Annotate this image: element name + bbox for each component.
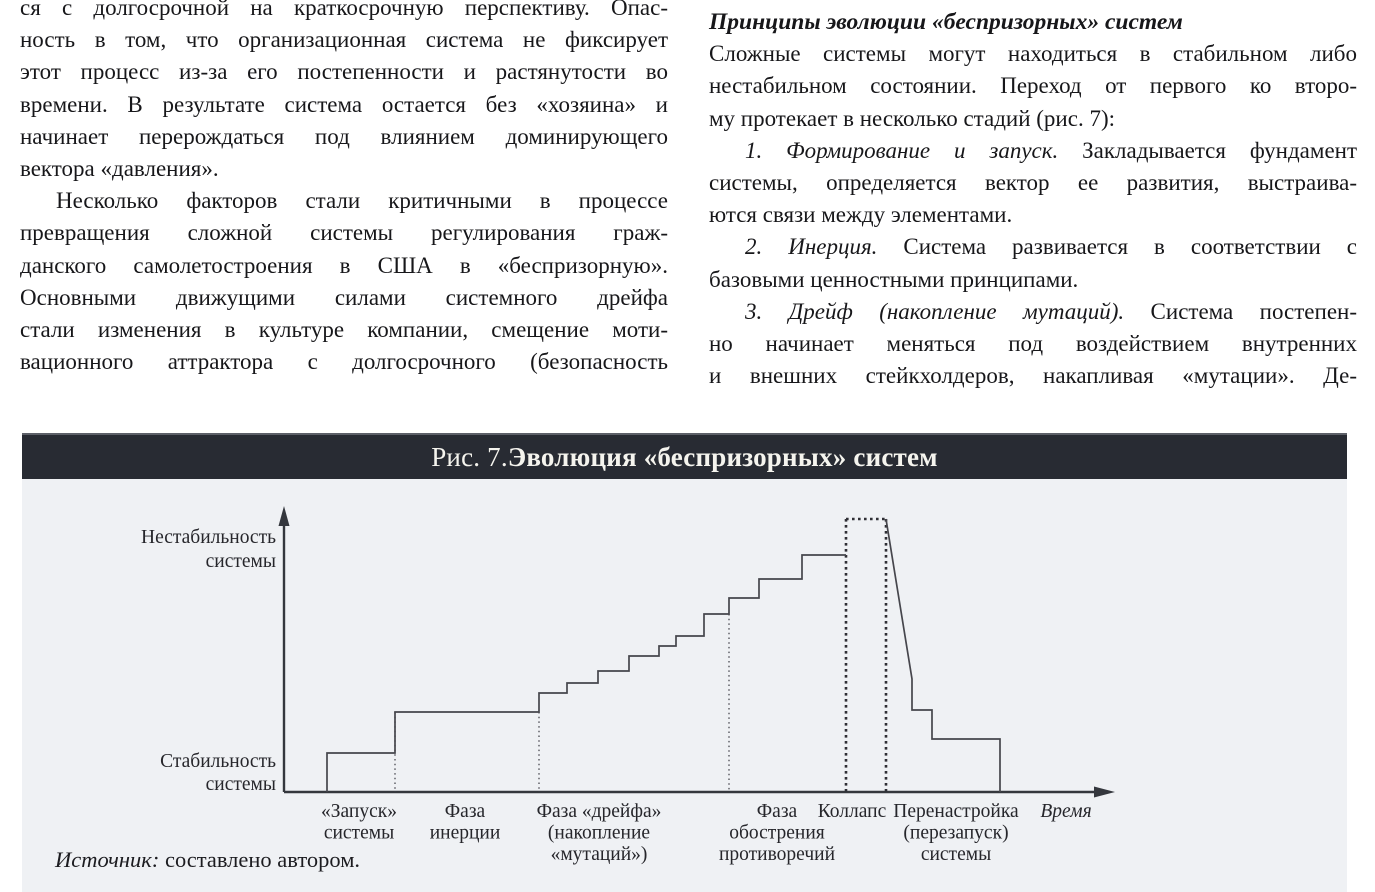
evolution-step-chart bbox=[22, 479, 1347, 892]
text-segment: 3. Дрейф (накопление мутаций). bbox=[745, 298, 1125, 324]
text-segment: Система постепен- bbox=[1124, 298, 1357, 324]
text-line: нестабильном состоянии. Переход от первого ко второ- bbox=[709, 73, 1357, 99]
phase-label: «Запуск» системы bbox=[321, 801, 397, 844]
text-segment: Источник: bbox=[55, 847, 160, 872]
text-segment: Система развивается в соответствии с bbox=[877, 234, 1358, 260]
right-text-column bbox=[709, 6, 1357, 392]
left-text-column bbox=[20, 0, 668, 378]
text-line: Основными движущими силами системного дрейфа bbox=[20, 284, 668, 310]
text-line bbox=[709, 231, 1357, 263]
x-label-time: Время bbox=[1040, 801, 1092, 822]
text-line: системы, определяется вектор ее развития, выстраива- bbox=[709, 170, 1357, 196]
text-line: но начинает меняться под воздействием внутренних bbox=[709, 331, 1357, 357]
text-line: времени. В результате система остается без «хозяина» и bbox=[20, 91, 668, 117]
y-label-stability: Стабильность системы bbox=[160, 751, 276, 795]
figure-title-text: Эволюция «беспризорных» систем bbox=[507, 441, 938, 472]
instability-step-curve bbox=[327, 555, 846, 792]
phase-label: Фаза обострения противоречий bbox=[718, 801, 836, 865]
x-axis-arrow-icon bbox=[1094, 787, 1115, 798]
text-line: Сложные системы могут находиться в стабильном либо bbox=[709, 41, 1357, 67]
text-line bbox=[709, 135, 1357, 167]
figure-source-note bbox=[55, 847, 360, 873]
text-segment: 1. Формирование и запуск. bbox=[745, 137, 1059, 163]
figure-7 bbox=[22, 433, 1347, 892]
text-line: и внешних стейкхолдеров, накапливая «мутации». Де- bbox=[709, 363, 1357, 389]
text-line: начинает перерождаться под влиянием доминирующего bbox=[20, 123, 668, 149]
text-line: му протекает в несколько стадий (рис. 7): bbox=[709, 105, 1115, 131]
phase-label: Коллапс bbox=[817, 801, 887, 822]
phase-label: Перенастройка (перезапуск) системы bbox=[893, 801, 1019, 865]
text-line: ются связи между элементами. bbox=[709, 202, 1013, 228]
text-line: Несколько факторов стали критичными в процессе bbox=[56, 188, 668, 214]
text-line: этот процесс из-за его постепенности и растянутости во bbox=[20, 59, 668, 85]
text-line: данского самолетостроения в США в «беспризорную». bbox=[20, 252, 668, 278]
text-line: ность в том, что организационная система не фиксирует bbox=[20, 27, 668, 53]
text-line: вектора «давления». bbox=[20, 156, 219, 182]
text-line: стали изменения в культуре компании, смещение моти- bbox=[20, 317, 668, 343]
text-segment: составлено автором. bbox=[159, 847, 361, 872]
y-label-instability: Нестабильность системы bbox=[140, 527, 276, 572]
section-heading: Принципы эволюции «беспризорных» систем bbox=[709, 9, 1183, 35]
right-column-body bbox=[709, 38, 1357, 392]
phase-label: Фаза «дрейфа» (накопление «мутаций») bbox=[536, 801, 662, 865]
text-segment: Закладывается фундамент bbox=[1058, 137, 1358, 163]
text-segment: 2. Инерция. bbox=[745, 234, 878, 260]
y-axis-arrow-icon bbox=[279, 506, 290, 526]
text-line: вационного аттрактора с долгосрочного (безопасность bbox=[20, 349, 668, 375]
figure-title-bar bbox=[22, 433, 1347, 479]
text-line: базовыми ценностными принципами. bbox=[709, 266, 1079, 292]
figure-number-label: Рис. 7. bbox=[431, 441, 508, 472]
text-line: ся с долгосрочной на краткосрочную перспективу. Опас- bbox=[20, 0, 668, 20]
figure-chart-panel bbox=[22, 479, 1347, 892]
phase-label: Фаза инерции bbox=[429, 801, 501, 844]
text-line bbox=[709, 296, 1357, 328]
collapse-fall-curve bbox=[886, 519, 1000, 792]
text-line: превращения сложной системы регулирования граж- bbox=[20, 220, 668, 246]
